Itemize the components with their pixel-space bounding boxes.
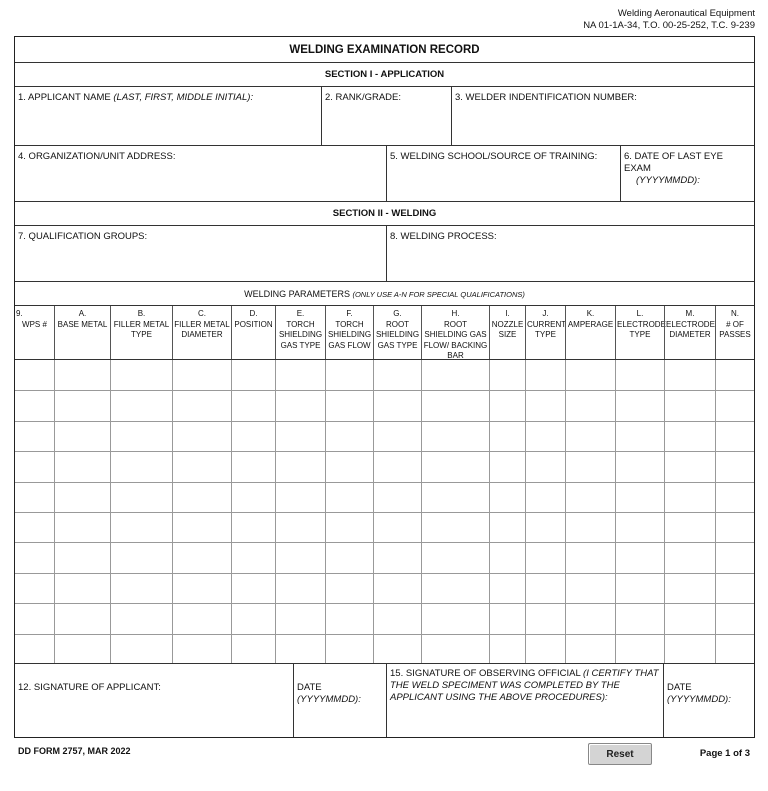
grid-column-divider [54,360,55,663]
header-line-1: Welding Aeronautical Equipment [617,8,755,19]
official-signature-field[interactable] [386,664,663,737]
applicant-name-field[interactable] [15,87,321,145]
grid-column-divider [615,360,616,663]
official-date-label: DATE [667,682,692,693]
grid-column-divider [715,360,716,663]
parameters-column-headers [15,306,754,360]
applicant-name-label: 1. APPLICANT NAME [18,92,114,103]
column-label: ELECTRODE TYPE [617,319,666,339]
column-label: CURRENT TYPE [527,319,567,339]
welding-process-label: 8. WELDING PROCESS: [390,231,497,242]
grid-column-divider [172,360,173,663]
column-letter: L. [636,309,644,318]
grid-row-divider [15,482,754,483]
qualification-row [15,226,754,282]
column-header-n [715,306,754,359]
grid-row-divider [15,542,754,543]
column-letter: E. [296,309,305,318]
qualification-groups-label: 7. QUALIFICATION GROUPS: [18,231,148,242]
column-label: ROOT SHIELDING GAS FLOW/ BACKING BAR [423,319,488,360]
column-header-f [325,306,373,359]
grid-column-divider [325,360,326,663]
grid-column-divider [231,360,232,663]
rank-grade-label: 2. RANK/GRADE: [325,92,402,103]
column-label: TORCH SHIELDING GAS FLOW [327,319,372,350]
column-header-l [615,306,664,359]
column-letter: B. [137,309,146,318]
column-letter: D. [249,309,258,318]
section-1-heading: SECTION I - APPLICATION [15,63,754,87]
signature-row [15,664,754,737]
column-label: # OF PASSES [719,319,751,339]
official-signature-label: 15. SIGNATURE OF OBSERVING OFFICIAL [390,668,584,679]
eye-exam-date-hint: (YYYYMMDD): [636,175,700,186]
grid-row-divider [15,634,754,635]
eye-exam-date-field[interactable] [620,146,754,201]
welder-id-label: 3. WELDER INDENTIFICATION NUMBER: [455,92,637,103]
column-header-k [565,306,615,359]
column-header-a [54,306,110,359]
column-label: FILLER METAL TYPE [113,319,170,339]
grid-row-divider [15,573,754,574]
applicant-date-field[interactable] [293,664,386,737]
column-letter: G. [393,309,402,318]
rank-grade-field[interactable] [321,87,451,145]
column-header-c [172,306,231,359]
column-label: FILLER METAL DIAMETER [174,319,230,339]
column-letter: J. [542,309,549,318]
applicant-date-hint: (YYYYMMDD): [297,694,361,705]
grid-column-divider [275,360,276,663]
section-2-heading: SECTION II - WELDING [15,202,754,226]
grid-row-divider [15,451,754,452]
grid-column-divider [110,360,111,663]
welder-id-field[interactable] [451,87,754,145]
grid-row-divider [15,390,754,391]
column-header-g [373,306,421,359]
document-header [583,8,755,32]
grid-column-divider [421,360,422,663]
column-label: BASE METAL [57,319,108,329]
grid-row-divider [15,421,754,422]
official-date-hint: (YYYYMMDD): [667,694,731,705]
column-label: AMPERAGE [567,319,614,329]
column-header-m [664,306,715,359]
column-header-wps [15,306,54,359]
grid-column-divider [664,360,665,663]
welding-parameters-note: (ONLY USE A-N FOR SPECIAL QUALIFICATIONS) [352,290,525,299]
column-label: NOZZLE SIZE [491,319,524,339]
column-label: POSITION [234,319,273,329]
organization-address-label: 4. ORGANIZATION/UNIT ADDRESS: [18,151,176,162]
column-header-i [489,306,525,359]
column-letter: 9. [16,309,23,318]
column-letter: M. [685,309,695,318]
column-letter: K. [586,309,595,318]
column-letter: H. [451,309,460,318]
applicant-signature-label: 12. SIGNATURE OF APPLICANT: [18,682,161,693]
page-indicator: Page 1 of 3 [699,748,750,759]
column-letter: N. [731,309,739,318]
organization-row [15,146,754,202]
grid-row-divider [15,603,754,604]
column-letter: I. [505,309,510,318]
column-label: WPS # [22,319,47,329]
organization-address-field[interactable] [15,146,386,201]
welding-school-label: 5. WELDING SCHOOL/SOURCE OF TRAINING: [390,151,598,162]
official-signature-certification: (I CERTIFY THAT THE WELD SPECIMENT WAS COMPLETED BY THE APPLICANT USING THE ABOVE PROCEDURES): [390,668,659,703]
column-letter: C. [198,309,206,318]
column-header-d [231,306,275,359]
column-label: TORCH SHIELDING GAS TYPE [278,319,323,350]
applicant-row [15,87,754,146]
form-title: WELDING EXAMINATION RECORD [15,37,754,63]
official-date-field[interactable] [663,664,754,737]
applicant-date-label: DATE [297,682,322,693]
applicant-signature-field[interactable] [15,664,293,737]
column-label: ELECTRODE DIAMETER [666,319,715,339]
welding-parameters-heading [15,282,754,306]
grid-column-divider [525,360,526,663]
column-label: ROOT SHIELDING GAS TYPE [375,319,420,350]
column-header-b [110,306,172,359]
grid-row-divider [15,512,754,513]
applicant-name-hint: (LAST, FIRST, MIDDLE INITIAL): [113,92,254,103]
column-header-j [525,306,565,359]
header-line-2: NA 01-1A-34, T.O. 00-25-252, T.C. 9-239 [583,20,755,31]
column-letter: F. [346,309,353,318]
grid-column-divider [489,360,490,663]
grid-column-divider [565,360,566,663]
grid-column-divider [373,360,374,663]
column-letter: A. [78,309,87,318]
welding-school-field[interactable] [386,146,620,201]
form-identifier: DD FORM 2757, MAR 2022 [18,746,131,756]
welding-process-field[interactable] [386,226,754,281]
qualification-groups-field[interactable] [15,226,386,281]
examination-form [14,36,755,738]
welding-parameters-title: WELDING PARAMETERS [244,289,353,299]
column-header-e [275,306,325,359]
reset-button[interactable]: Reset [588,743,652,765]
parameters-grid [15,360,754,664]
eye-exam-date-label: 6. DATE OF LAST EYE EXAM [624,151,723,174]
column-header-h [421,306,489,359]
